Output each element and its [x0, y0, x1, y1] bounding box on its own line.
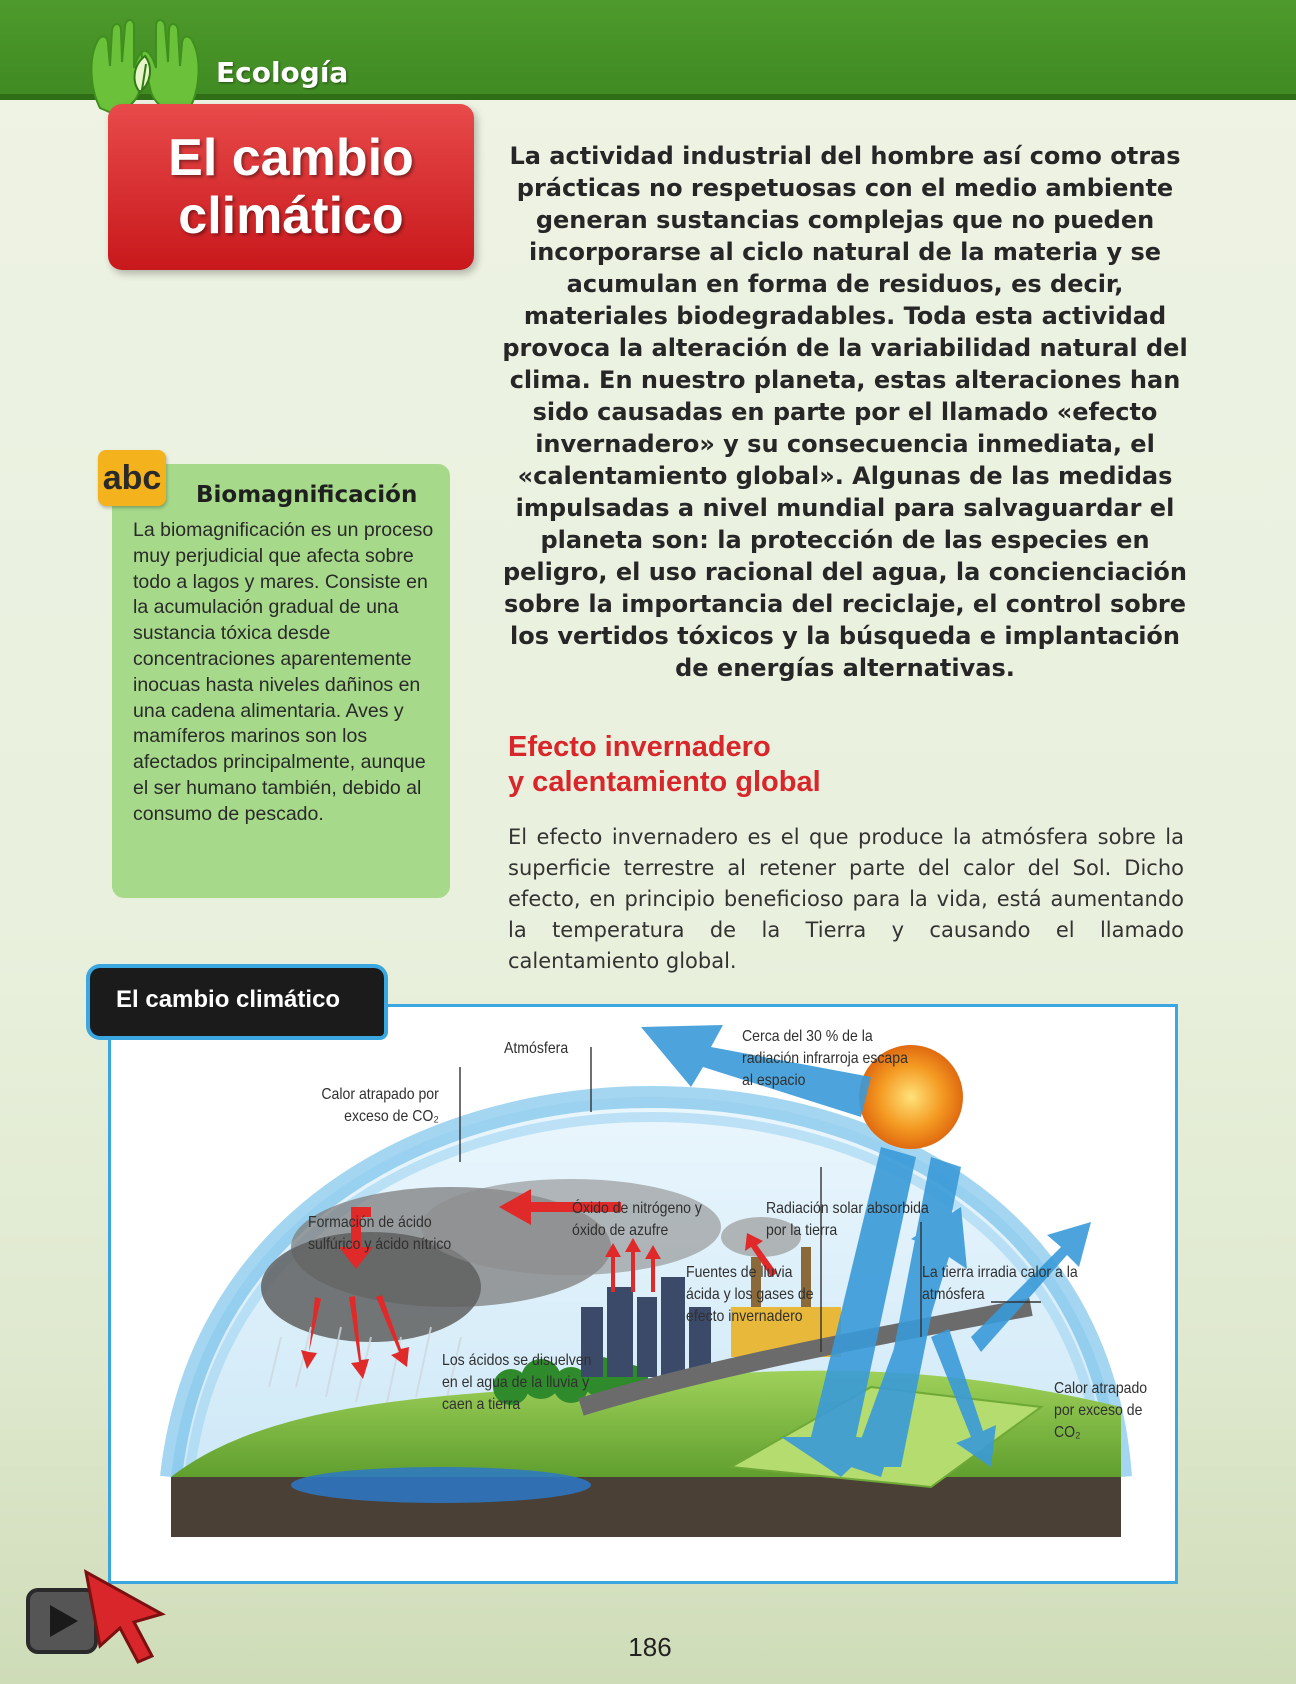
abc-badge: abc: [98, 450, 166, 506]
label-atmosfera: Atmósfera: [504, 1040, 569, 1057]
label-infrared-escapes: Cerca del 30 % de la radiación infrarroja escapa al espacio: [742, 1028, 908, 1089]
label-acid-rain-sources: Fuentes de lluvia ácida y los gases de efecto invernadero: [686, 1264, 814, 1325]
section-heading-line2: y calentamiento global: [508, 766, 821, 798]
label-earth-radiates: La tierra irradia calor a la atmósfera: [922, 1264, 1078, 1303]
intro-paragraph: La actividad industrial del hombre así como otras prácticas no respetuosas con el medio ambiente generan sustancias complejas que no pueden incorporarse al ciclo natural de la materia y se acumulan en forma de residuos, es decir, materiales biodegradables. Toda esta actividad provoca la alteración de la variabilidad natural del clima. En nuestro planeta, estas alteraciones han sido causadas en parte por el llamado «efecto invernadero» y su consecuencia inmediata, el «calentamiento global». Algunas de las medidas impulsadas a nivel mundial para salvaguardar el planeta son: la protección de las especies en peligro, el uso racional del agua, la concienciación sobre la importancia del reciclaje, el control sobre los vertidos tóxicos y la búsqueda e implantación de energías alternativas.: [502, 142, 1188, 682]
play-icon: [42, 1601, 82, 1641]
section-heading: [508, 730, 1068, 800]
section-body: El efecto invernadero es el que produce la atmósfera sobre la superficie terrestre al retener parte del calor del Sol. Dicho efecto, en principio beneficioso para la vida, está aumentando la temperatura de la Tierra y causando el llamado calentamiento global.: [508, 825, 1184, 973]
label-heat-trapped-left: Calor atrapado por exceso de CO₂: [321, 1086, 439, 1125]
label-solar-absorbed: Radiación solar absorbida por la tierra: [766, 1200, 929, 1239]
title-box: [108, 104, 474, 270]
glossary-title: Biomagnificación: [196, 482, 418, 508]
section-heading-line1: Efecto invernadero: [508, 731, 771, 763]
label-acids-dissolve: Los ácidos se disuelven en el agua de la lluvia y caen a tierra: [442, 1352, 592, 1413]
label-heat-trapped-right: Calor atrapado por exceso de CO₂: [1054, 1380, 1148, 1441]
page-title: El cambio climático: [168, 129, 414, 245]
glossary-text: La biomagnificación es un proceso muy perjudicial que afecta sobre todo a lagos y mares. Consiste en la acumulación gradual de una sustancia tóxica desde concentraciones aparentemente inocuas hasta niveles dañinos en una cadena alimentaria. Aves y mamíferos marinos son los afectados principalmente, aunque el ser humano también, debido al consumo de pescado.: [133, 519, 434, 825]
green-hands-leaf-icon: [80, 18, 210, 118]
label-acid-formation: Formación de ácido sulfúrico y ácido nítrico: [308, 1214, 452, 1253]
section-name: Ecología: [216, 56, 349, 89]
diagram-title: El cambio climático: [116, 986, 341, 1013]
page-number: 186: [628, 1632, 672, 1662]
label-oxides: Óxido de nitrógeno y óxido de azufre: [572, 1200, 702, 1239]
pointer-arrow-icon: [82, 1568, 172, 1668]
